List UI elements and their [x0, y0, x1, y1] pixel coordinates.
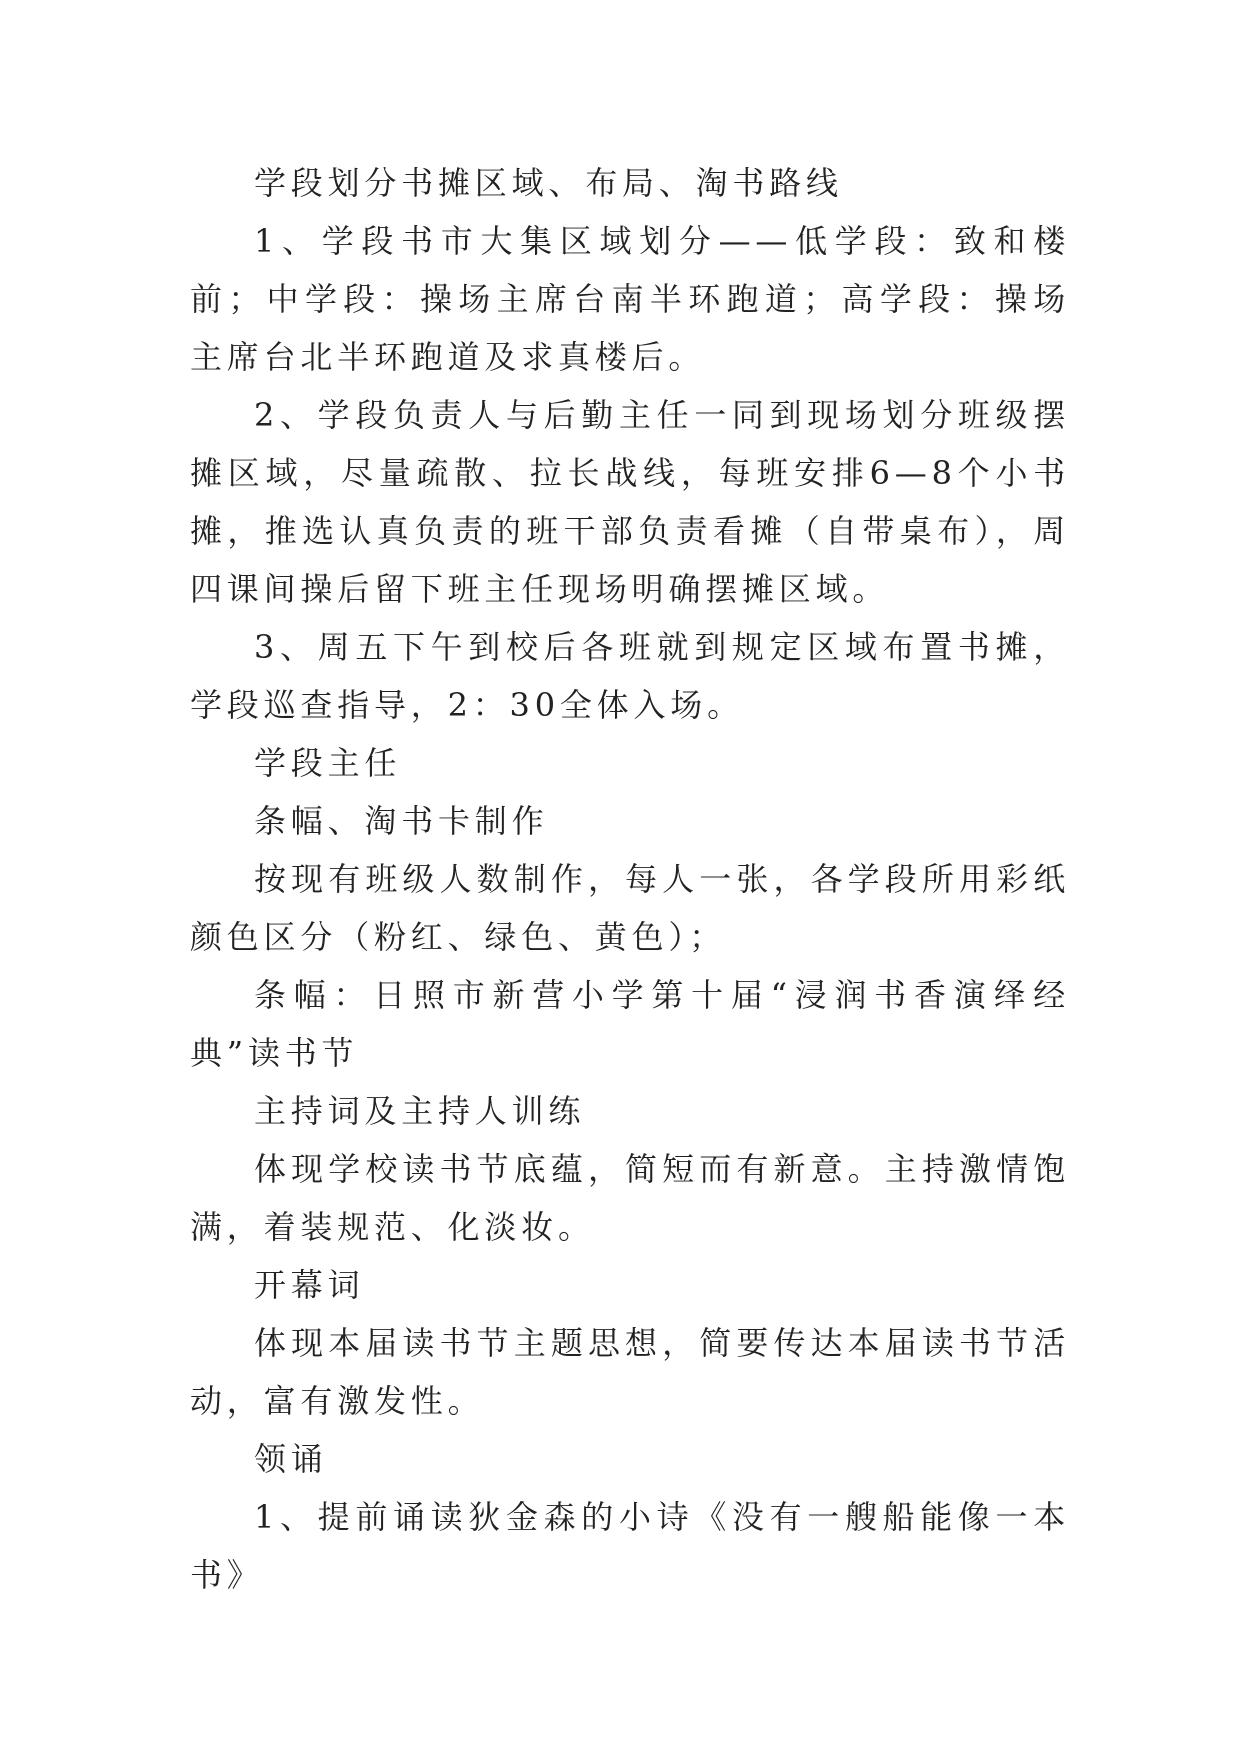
heading-book-stall-layout: 学段划分书摊区域、布局、淘书路线 — [254, 164, 843, 202]
heading-opening-speech: 开幕词 — [254, 1266, 365, 1304]
paragraph-friday-setup: 3、周五下午到校后各班就到规定区域布置书摊，学段巡查指导，2：30全体入场。 — [190, 628, 1070, 724]
heading-banner-cards: 条幅、淘书卡制作 — [254, 802, 549, 840]
paragraph-host-requirements: 体现学校读书节底蕴，简短而有新意。主持激情饱满，着装规范、化淡妆。 — [190, 1150, 1070, 1246]
paragraph-recitation-poem: 1、提前诵读狄金森的小诗《没有一艘船能像一本书》 — [190, 1498, 1070, 1594]
paragraph-card-production: 按现有班级人数制作，每人一张，各学段所用彩纸颜色区分（粉红、绿色、黄色）； — [190, 860, 1070, 956]
paragraph-banner-text: 条幅：日照市新营小学第十届“浸润书香演绎经典”读书节 — [190, 976, 1070, 1072]
heading-recitation: 领诵 — [254, 1440, 328, 1478]
paragraph-class-stalls: 2、学段负责人与后勤主任一同到现场划分班级摆摊区域，尽量疏散、拉长战线，每班安排6—8个小书摊，推选认真负责的班干部负责看摊（自带桌布），周四课间操后留下班主任现场明确摆摊区域。 — [190, 396, 1070, 608]
heading-host-training: 主持词及主持人训练 — [254, 1092, 586, 1130]
paragraph-opening-speech: 体现本届读书节主题思想，简要传达本届读书节活动，富有激发性。 — [190, 1324, 1070, 1420]
paragraph-area-division: 1、学段书市大集区域划分——低学段：致和楼前；中学段：操场主席台南半环跑道；高学段：操场主席台北半环跑道及求真楼后。 — [190, 222, 1070, 376]
document-body — [190, 154, 1070, 1604]
paragraph-responsible-party: 学段主任 — [254, 744, 402, 782]
